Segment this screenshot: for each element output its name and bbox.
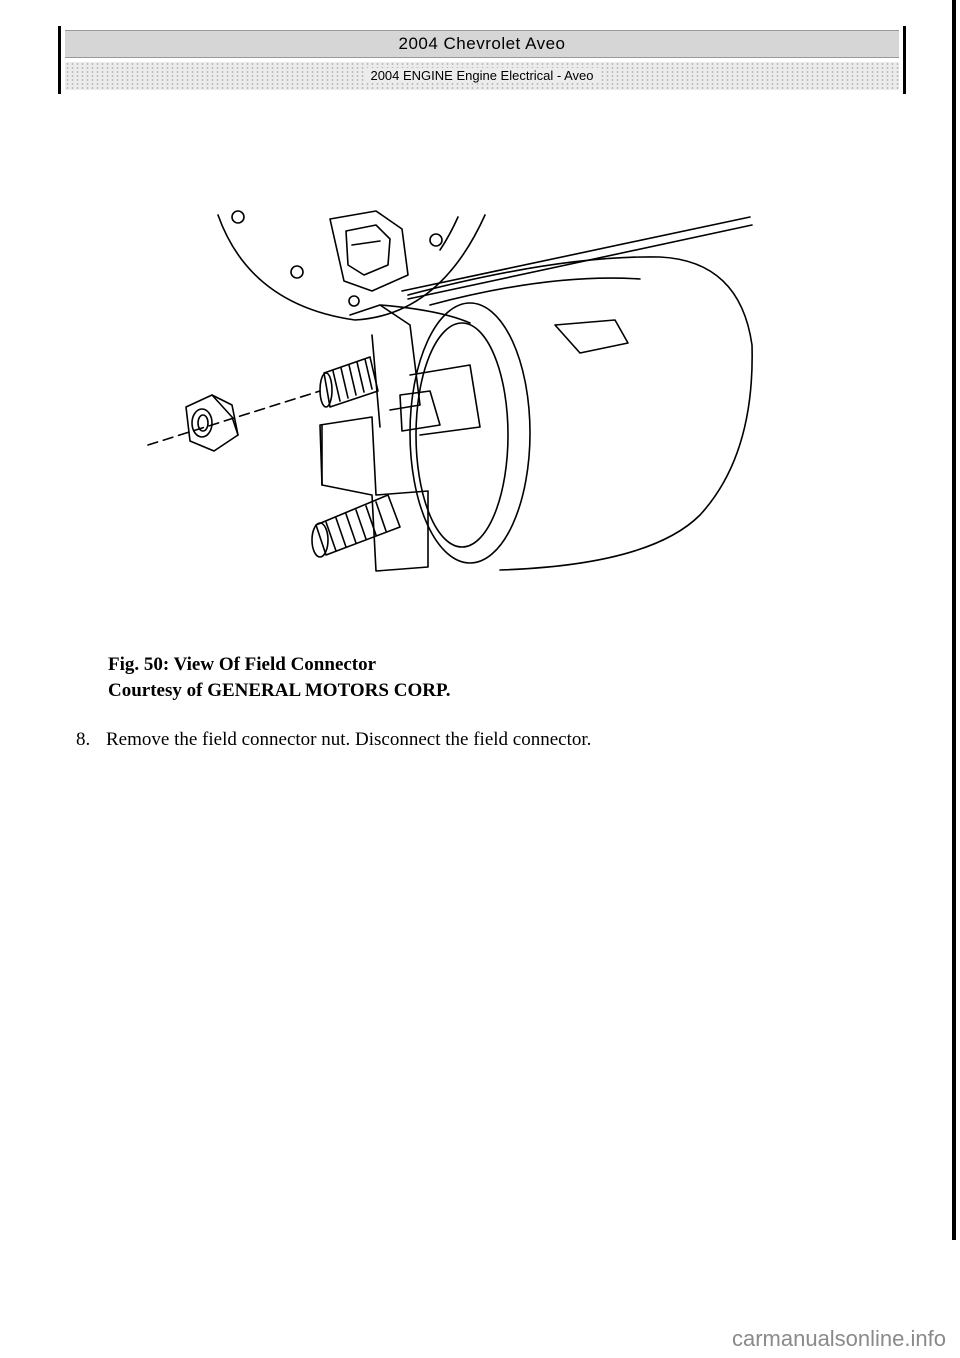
figure-title: Fig. 50: View Of Field Connector [108,654,377,675]
document-subtitle: 2004 ENGINE Engine Electrical - Aveo [364,68,599,83]
figure-credit: Courtesy of GENERAL MOTORS CORP. [108,680,451,701]
figure-caption [108,652,451,704]
header-right-rule [903,26,906,94]
document-subtitle-band [65,62,899,90]
motor-body [408,257,752,570]
page-header [58,26,906,94]
header-left-rule [58,26,61,94]
procedure-step [76,727,591,753]
battery-terminal-stud [312,495,400,557]
step-text: Remove the field connector nut. Disconnect the field connector. [106,729,592,750]
step-number: 8. [76,729,91,750]
field-connector-nut [186,395,238,451]
document-title: 2004 Chevrolet Aveo [65,30,899,58]
mounting-bolt [330,211,408,291]
page-right-rule [952,0,956,1240]
field-connector-illustration [140,195,760,595]
terminal-block [320,417,428,571]
site-watermark: carmanualsonline.info [731,1326,946,1351]
field-connector-stud [320,357,378,407]
